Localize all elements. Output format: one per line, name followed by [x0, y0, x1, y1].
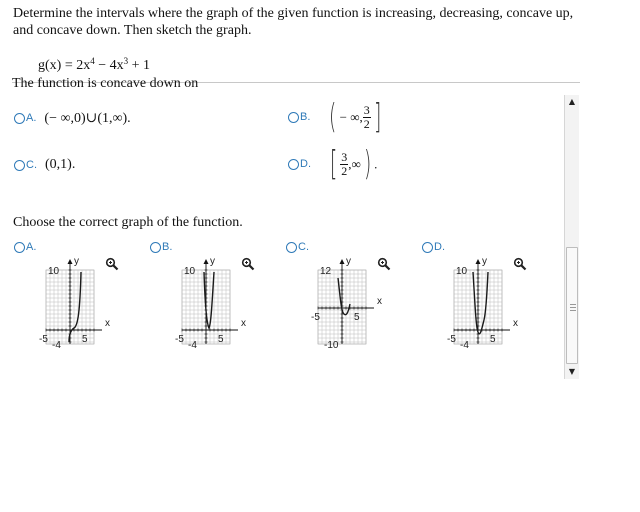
function-label: g(x) = 2x — [38, 58, 91, 73]
x-axis-label: x — [513, 318, 518, 329]
exponent-3: 3 — [123, 56, 129, 66]
q1-letter-b: B. — [300, 111, 311, 123]
q1-letter-d: D. — [300, 158, 311, 170]
scroll-up-arrow[interactable]: ▲ — [568, 97, 576, 106]
y-axis-label: y — [74, 256, 79, 267]
graph-radio-b[interactable] — [150, 242, 161, 253]
function-equation — [38, 58, 150, 74]
graph-plot-c — [310, 254, 400, 354]
function-middle: − 4x — [94, 58, 124, 73]
y-min-tick-label: -4 — [460, 340, 469, 351]
question-concave-down-partial: The function is concave down on — [12, 76, 199, 91]
q1-b-left-bracket: ( — [329, 97, 337, 137]
x-axis-label: x — [105, 318, 110, 329]
y-axis-label: y — [482, 256, 487, 267]
q1-option-d[interactable] — [288, 144, 378, 184]
scrollbar-grip-icon — [570, 304, 576, 311]
y-axis-label: y — [346, 256, 351, 267]
q1-d-left-bracket: [ — [329, 144, 338, 184]
scroll-down-arrow[interactable]: ▼ — [568, 367, 576, 376]
graph-letter-c: C. — [298, 241, 309, 254]
problem-instruction: Determine the intervals where the graph of the given function is increasing, decreasing, concave up, and concave down. Then sketch the graph. — [13, 6, 574, 38]
exponent-4: 4 — [90, 56, 95, 66]
graph-letter-d: D. — [434, 241, 445, 254]
graph-letter-a: A. — [26, 241, 37, 254]
q1-d-inner: ,∞ — [348, 156, 361, 171]
q1-letter-a: A. — [26, 112, 37, 125]
function-tail: + 1 — [128, 58, 151, 73]
y-max-tick-label: 12 — [320, 266, 332, 277]
vertical-scrollbar[interactable] — [564, 95, 579, 379]
q1-b-inner: − ∞, — [339, 109, 363, 124]
q1-option-b[interactable] — [288, 97, 384, 137]
y-max-tick-label: 10 — [456, 266, 468, 277]
x-max-tick-label: 5 — [354, 312, 360, 323]
graph-question-prompt: Choose the correct graph of the function. — [13, 215, 243, 230]
graph-radio-c[interactable] — [286, 242, 297, 253]
q1-d-period: . — [374, 156, 378, 171]
q1-answer-c: (0,1). — [45, 157, 76, 173]
q1-option-c[interactable] — [14, 156, 75, 174]
y-max-tick-label: 10 — [48, 266, 60, 277]
graph-letter-b: B. — [162, 241, 173, 254]
y-min-tick-label: -4 — [188, 340, 197, 351]
scrollbar-thumb[interactable] — [566, 247, 578, 364]
x-max-tick-label: 5 — [82, 334, 88, 345]
graph-plot-b — [174, 254, 264, 354]
q1-radio-a[interactable] — [14, 113, 25, 124]
q1-b-right-bracket: ] — [373, 97, 382, 137]
q1-b-fraction: $\frac{3}{2}$ — [363, 102, 370, 131]
x-axis-label: x — [377, 296, 382, 307]
answer-scroll-area — [12, 76, 564, 377]
q1-letter-c: C. — [26, 159, 37, 172]
q1-radio-b[interactable] — [288, 112, 299, 123]
q1-d-right-bracket: ) — [363, 144, 372, 184]
q1-d-fraction: $\frac{3}{2}$ — [341, 149, 348, 178]
x-min-tick-label: -5 — [39, 334, 48, 345]
graph-plot-a — [38, 254, 128, 354]
y-axis-label: y — [210, 256, 215, 267]
q1-radio-d[interactable] — [288, 159, 299, 170]
y-max-tick-label: 10 — [184, 266, 196, 277]
x-min-tick-label: -5 — [175, 334, 184, 345]
graph-radio-d[interactable] — [422, 242, 433, 253]
x-max-tick-label: 5 — [218, 334, 224, 345]
q1-radio-c[interactable] — [14, 160, 25, 171]
y-min-tick-label: -4 — [52, 340, 61, 351]
q1-answer-a: (− ∞,0)∪(1,∞). — [44, 110, 131, 126]
graph-radio-a[interactable] — [14, 242, 25, 253]
x-min-tick-label: -5 — [447, 334, 456, 345]
x-min-tick-label: -5 — [311, 312, 320, 323]
graph-plot-d — [446, 254, 536, 354]
x-axis-label: x — [241, 318, 246, 329]
x-max-tick-label: 5 — [490, 334, 496, 345]
y-min-tick-label: -10 — [324, 340, 339, 351]
q1-option-a[interactable] — [14, 109, 131, 127]
